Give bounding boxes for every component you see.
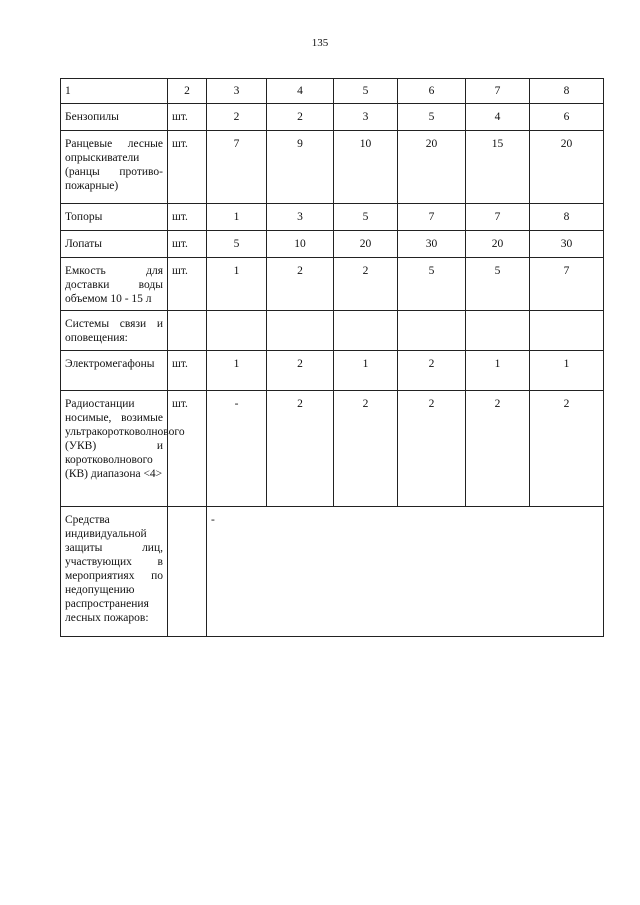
table-row	[61, 204, 604, 231]
value-cell: 20	[398, 131, 466, 204]
item-unit: шт.	[168, 104, 207, 131]
item-name: Радиостанции носимые, возимые ультракоротковолнового (УКВ) и коротковолнового (КВ) диапазона <4>	[61, 391, 168, 507]
value-cell: 30	[398, 231, 466, 258]
header-cell: 1	[61, 79, 168, 104]
value-cell: 4	[466, 104, 530, 131]
value-cell: 1	[334, 351, 398, 391]
value-cell: 2	[398, 391, 466, 507]
value-cell: 1	[207, 351, 267, 391]
item-unit: шт.	[168, 351, 207, 391]
value-cell	[334, 311, 398, 351]
table-row	[61, 231, 604, 258]
value-cell: 7	[398, 204, 466, 231]
table-row	[61, 351, 604, 391]
equipment-table	[60, 78, 604, 637]
value-cell: 2	[267, 104, 334, 131]
item-name: Средства индивидуальной защиты лиц, участвующих в мероприятиях по недопущению распространения лесных пожаров:	[61, 507, 168, 637]
value-cell	[267, 311, 334, 351]
value-cell: 20	[334, 231, 398, 258]
value-cell: 15	[466, 131, 530, 204]
value-cell	[530, 311, 604, 351]
value-cell: 8	[530, 204, 604, 231]
value-cell: 7	[466, 204, 530, 231]
value-cell: 10	[334, 131, 398, 204]
value-cell	[207, 311, 267, 351]
value-cell	[466, 311, 530, 351]
header-cell: 5	[334, 79, 398, 104]
value-cell: 5	[398, 104, 466, 131]
item-name: Емкость для доставки воды объемом 10 - 15 л	[61, 258, 168, 311]
table-row	[61, 131, 604, 204]
table-row	[61, 507, 604, 637]
value-cell: 3	[334, 104, 398, 131]
value-cell: 2	[530, 391, 604, 507]
item-name: Электромегафоны	[61, 351, 168, 391]
value-cell: 2	[398, 351, 466, 391]
item-name: Лопаты	[61, 231, 168, 258]
value-cell: 2	[267, 391, 334, 507]
value-cell: 2	[207, 104, 267, 131]
value-cell: 2	[267, 351, 334, 391]
value-cell: 1	[466, 351, 530, 391]
header-cell: 3	[207, 79, 267, 104]
item-name: Бензопилы	[61, 104, 168, 131]
value-cell: 1	[530, 351, 604, 391]
item-unit: шт.	[168, 391, 207, 507]
value-cell: 30	[530, 231, 604, 258]
value-cell: 9	[267, 131, 334, 204]
item-name: Ранцевые лесные опрыскиватели (ранцы противо-пожарные)	[61, 131, 168, 204]
item-unit: шт.	[168, 231, 207, 258]
header-cell: 6	[398, 79, 466, 104]
table-row	[61, 391, 604, 507]
value-cell	[398, 311, 466, 351]
value-cell: 10	[267, 231, 334, 258]
value-cell: 7	[207, 131, 267, 204]
value-cell: 20	[466, 231, 530, 258]
merged-value-cell: -	[207, 507, 604, 637]
item-unit: шт.	[168, 258, 207, 311]
value-cell: 5	[334, 204, 398, 231]
page-number: 135	[311, 37, 329, 49]
value-cell: 5	[207, 231, 267, 258]
value-cell: 2	[466, 391, 530, 507]
header-cell: 8	[530, 79, 604, 104]
value-cell: 2	[267, 258, 334, 311]
value-cell: 3	[267, 204, 334, 231]
item-unit: шт.	[168, 204, 207, 231]
value-cell: 5	[466, 258, 530, 311]
value-cell: 2	[334, 391, 398, 507]
value-cell: 7	[530, 258, 604, 311]
value-cell: 1	[207, 258, 267, 311]
header-row	[61, 79, 604, 104]
item-unit	[168, 507, 207, 637]
value-cell: 6	[530, 104, 604, 131]
item-unit	[168, 311, 207, 351]
value-cell: -	[207, 391, 267, 507]
value-cell: 5	[398, 258, 466, 311]
value-cell: 1	[207, 204, 267, 231]
table-row	[61, 258, 604, 311]
header-cell: 7	[466, 79, 530, 104]
header-cell: 2	[168, 79, 207, 104]
table-row	[61, 311, 604, 351]
value-cell: 20	[530, 131, 604, 204]
value-cell: 2	[334, 258, 398, 311]
table-row	[61, 104, 604, 131]
item-unit: шт.	[168, 131, 207, 204]
item-name: Топоры	[61, 204, 168, 231]
header-cell: 4	[267, 79, 334, 104]
item-name: Системы связи и оповещения:	[61, 311, 168, 351]
